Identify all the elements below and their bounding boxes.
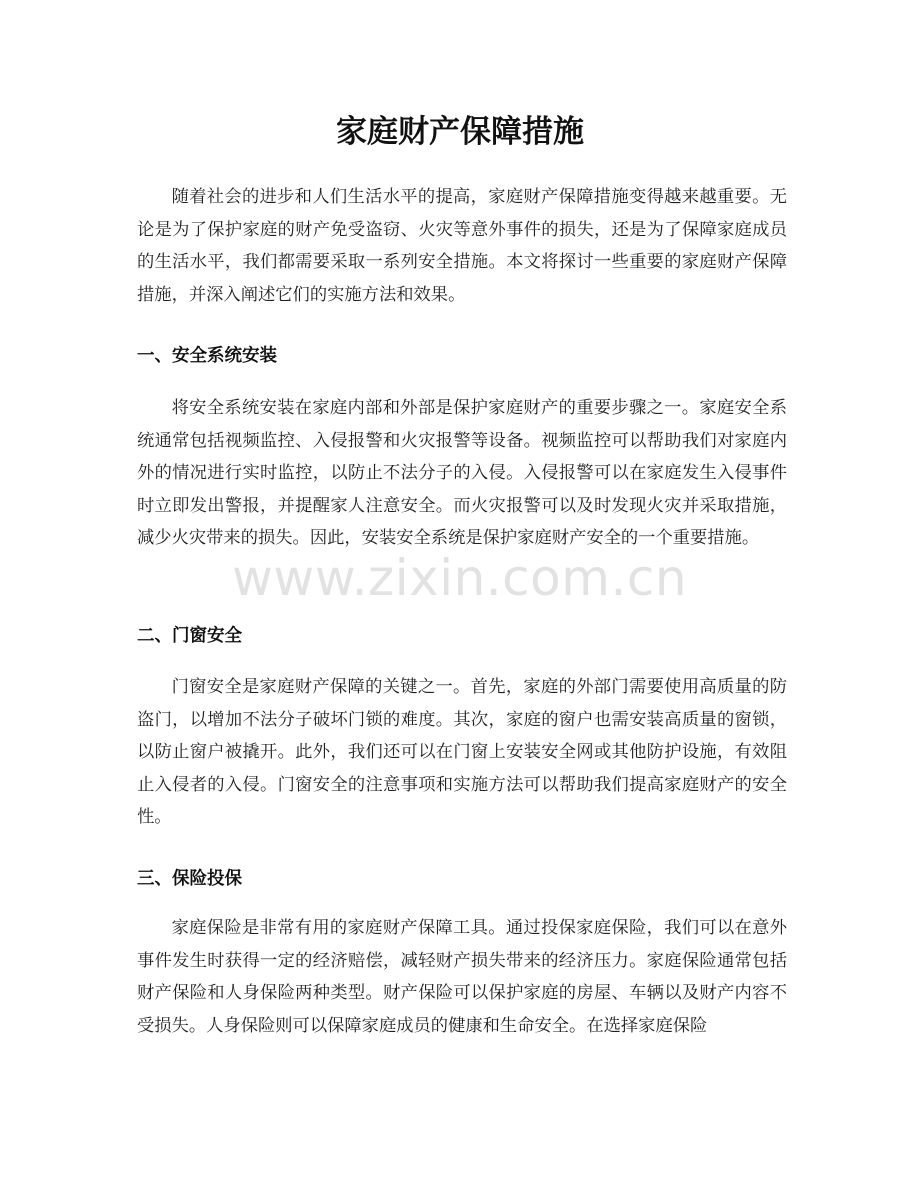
watermark: www.zixin.com.cn [232, 549, 688, 607]
section-heading-security-system: 一、安全系统安装 [137, 346, 277, 366]
section-heading-door-window: 二、门窗安全 [137, 626, 242, 646]
section-body-insurance: 家庭保险是非常有用的家庭财产保障工具。通过投保家庭保险，我们可以在意外事件发生时获得一定的经济赔偿，减轻财产损失带来的经济压力。家庭保险通常包括财产保险和人身保险两种类型。财产保险可以保护家庭的房屋、车辆以及财产内容不受损失。人身保险则可以保障家庭成员的健康和生命安全。在选择家庭保险 [137, 918, 787, 1036]
section-heading-insurance: 三、保险投保 [137, 869, 242, 889]
section-body-door-window: 门窗安全是家庭财产保障的关键之一。首先，家庭的外部门需要使用高质量的防盗门，以增加不法分子破坏门锁的难度。其次，家庭的窗户也需安装高质量的窗锁，以防止窗户被撬开。此外，我们还可以在门窗上安装安全网或其他防护设施，有效阻止入侵者的入侵。门窗安全的注意事项和实施方法可以帮助我们提高家庭财产的安全性。 [137, 677, 787, 827]
document-title: 家庭财产保障措施 [336, 114, 584, 150]
intro-paragraph: 随着社会的进步和人们生活水平的提高，家庭财产保障措施变得越来越重要。无论是为了保护家庭的财产免受盗窃、火灾等意外事件的损失，还是为了保障家庭成员的生活水平，我们都需要采取一系列安全措施。本文将探讨一些重要的家庭财产保障措施，并深入阐述它们的实施方法和效果。 [137, 187, 787, 305]
section-body-security-system: 将安全系统安装在家庭内部和外部是保护家庭财产的重要步骤之一。家庭安全系统通常包括视频监控、入侵报警和火灾报警等设备。视频监控可以帮助我们对家庭内外的情况进行实时监控，以防止不法分子的入侵。入侵报警可以在家庭发生入侵事件时立即发出警报，并提醒家人注意安全。而火灾报警可以及时发现火灾并采取措施，减少火灾带来的损失。因此，安装安全系统是保护家庭财产安全的一个重要措施。 [137, 398, 787, 548]
